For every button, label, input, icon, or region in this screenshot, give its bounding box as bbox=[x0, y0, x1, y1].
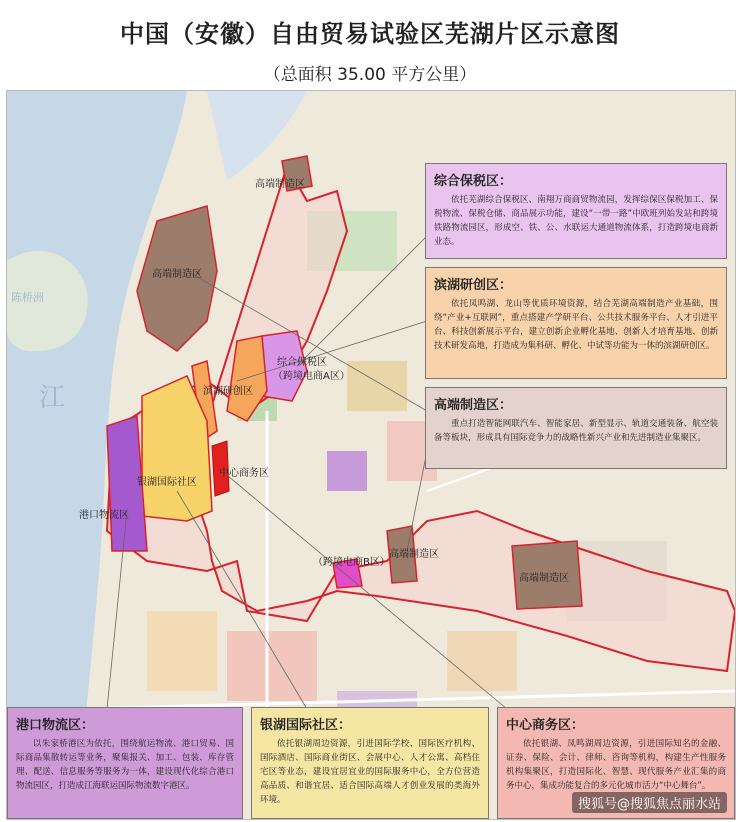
label-zonghe-sub: （跨境电商A区） bbox=[273, 371, 350, 382]
info-text-binhu: 依托凤鸣湖、龙山等优质环境资源，结合芜湖高端制造产业基础，围绕“产业+互联网”，重点搭建产学研平台、公共技术服务平台、人才引进平台、科技创新展示平台，建立创新企业孵化基地、创新人才培育基地、创新技术研发高地，打造成为集科研、孵化、中试等功能为一体的滨湖研创区。 bbox=[434, 299, 718, 351]
label-kuajing-b: （跨境电商B区） bbox=[313, 557, 390, 568]
page-title: 中国（安徽）自由贸易试验区芜湖片区示意图 bbox=[120, 20, 620, 48]
info-box-gaoduan bbox=[425, 387, 727, 469]
info-title-gangkou: 港口物流区： bbox=[16, 718, 95, 733]
info-title-gaoduan: 高端制造区： bbox=[434, 398, 513, 413]
label-gaoduan-east1: 高端制造区 bbox=[389, 549, 439, 560]
info-text-zonghe: 依托芜湖综合保税区、南翔万商商贸物流园，发挥综保区保税加工、保税物流、保税仓储、商品展示功能，建设“一带一路”中欧班列始发站和跨境铁路物流园区，形成空、铁、公、水联运大通道物流体系，打造跨境电商新业态。 bbox=[434, 195, 718, 247]
label-binhu: 滨湖研创区 bbox=[203, 386, 253, 397]
label-yinhu: 银湖国际社区 bbox=[137, 477, 197, 488]
info-box-zonghe bbox=[425, 163, 727, 259]
label-gaoduan-east2: 高端制造区 bbox=[519, 573, 569, 584]
info-text-gaoduan: 重点打造智能网联汽车、智能家居、新型显示、轨道交通装备、航空装备等板块，形成具有国际竞争力的战略性新兴产业和先进制造业集聚区。 bbox=[434, 419, 718, 443]
info-title-zonghe: 综合保税区： bbox=[434, 174, 513, 189]
map-area[interactable] bbox=[6, 90, 736, 820]
info-box-binhu bbox=[425, 267, 727, 379]
info-title-yinhu: 银湖国际社区： bbox=[260, 718, 352, 733]
label-zonghe: 综合保税区 bbox=[277, 357, 327, 368]
info-text-zhongxin: 依托银湖、凤鸣湖周边资源，引进国际知名的金融、证券、保险、会计、律师、咨询等机构，构建生产性服务机构集聚区，打造国际化、智慧、现代服务产业汇集的商务中心，集成功能复合的多元化城市活力“中心舞台”。 bbox=[506, 739, 726, 791]
info-box-yinhu bbox=[251, 707, 489, 819]
info-title-binhu: 滨湖研创区： bbox=[434, 278, 513, 293]
label-zhongxin: 中心商务区 bbox=[219, 468, 269, 479]
info-box-gangkou bbox=[7, 707, 243, 819]
info-text-yinhu: 依托银湖周边资源，引进国际学校、国际医疗机构、国际酒店、国际商业街区、会展中心、人才公寓、高档住宅区等业态，建设宜居宜业的国际服务中心，全方位营造高品质、和谐宜居、适合国际高端人才创业发展的类海外环境。 bbox=[260, 739, 480, 805]
page-subtitle: （总面积 35.00 平方公里） bbox=[263, 65, 477, 85]
label-island: 陈桥洲 bbox=[11, 291, 44, 304]
label-gaoduan-north: 高端制造区 bbox=[255, 179, 305, 190]
label-gaoduan-main: 高端制造区 bbox=[152, 269, 202, 280]
label-gangkou: 港口物流区 bbox=[79, 510, 129, 521]
info-title-zhongxin: 中心商务区： bbox=[506, 718, 585, 733]
info-text-gangkou: 以朱家桥港区为依托，围绕航运物流、港口贸易、国际商品集散转运等业务，聚集报关、加工、包装、库存管理、配送、信息服务等服务为一体，建设现代化综合港口物流园区，打造成江海联运国际物流数字港区。 bbox=[16, 739, 234, 791]
label-river: 江 bbox=[39, 383, 66, 413]
watermark: 搜狐号@搜狐焦点丽水站 bbox=[572, 792, 727, 813]
